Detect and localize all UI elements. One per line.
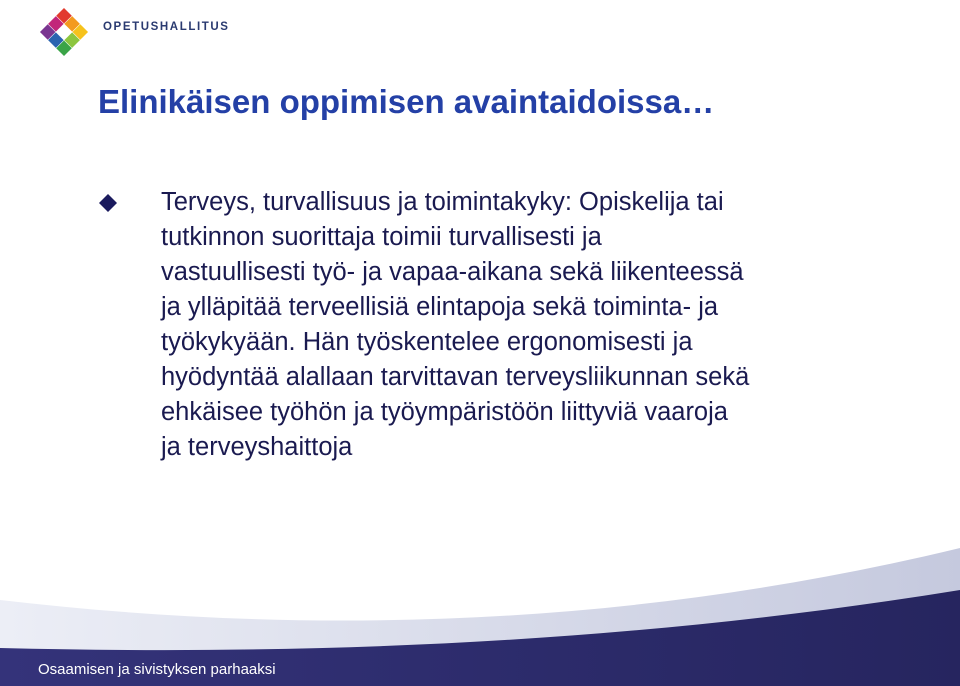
bullet-line: työkykyään. Hän työskentelee ergonomisesti ja: [161, 328, 693, 356]
bullet-line: ehkäisee työhön ja työympäristöön liittyviä vaaroja: [161, 398, 728, 426]
bullet-line: ja terveyshaittoja: [161, 433, 353, 461]
bullet-line: vastuullisesti työ- ja vapaa-aikana sekä liikenteessä: [161, 258, 744, 286]
diamond-logo-icon: [36, 4, 92, 60]
bullet-text: [161, 185, 921, 465]
slide-title: Elinikäisen oppimisen avaintaidoissa…: [98, 83, 715, 120]
bullet-line: tutkinnon suorittaja toimii turvallisesti ja: [161, 223, 602, 251]
footer-text: Osaamisen ja sivistyksen parhaaksi: [38, 661, 276, 678]
bullet-line: ja ylläpitää terveellisiä elintapoja sekä toiminta- ja: [161, 293, 719, 321]
bullet-line: Terveys, turvallisuus ja toimintakyky: Opiskelija tai: [161, 188, 724, 216]
diamond-bullet-icon: [98, 193, 118, 213]
bullet-line: hyödyntää alallaan tarvittavan terveysliikunnan sekä: [161, 363, 750, 391]
logo-text: OPETUSHALLITUS: [103, 21, 230, 33]
